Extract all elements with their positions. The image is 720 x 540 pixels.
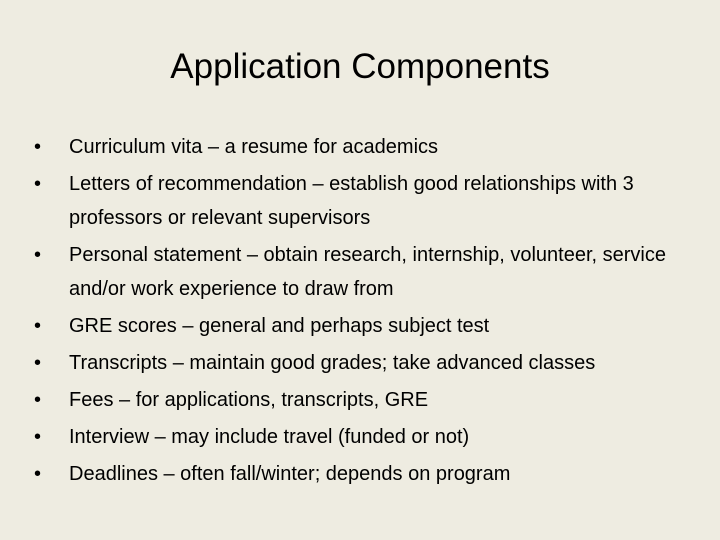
bullet-item-gre-scores (34, 309, 704, 343)
bullet-list (34, 130, 704, 494)
bullet-icon: • (34, 244, 42, 266)
bullet-icon: • (34, 315, 42, 337)
bullet-item-letters (34, 167, 704, 235)
bullet-item-curriculum-vita (34, 130, 704, 164)
bullet-item-fees (34, 383, 704, 417)
bullet-text: Deadlines – often fall/winter; depends on program (69, 463, 511, 485)
bullet-text: GRE scores – general and perhaps subject test (69, 315, 490, 337)
bullet-icon: • (34, 463, 42, 485)
bullet-text: Letters of recommendation – establish good relationships with 3 professors or relevant supervisors (69, 173, 634, 229)
bullet-text: Personal statement – obtain research, internship, volunteer, service and/or work experience to draw from (69, 244, 666, 300)
bullet-item-deadlines (34, 457, 704, 491)
bullet-icon: • (34, 173, 42, 195)
bullet-text: Fees – for applications, transcripts, GRE (69, 389, 429, 411)
bullet-item-interview (34, 420, 704, 454)
bullet-item-transcripts (34, 346, 704, 380)
bullet-text: Curriculum vita – a resume for academics (69, 136, 439, 158)
slide-title: Application Components (170, 47, 550, 86)
bullet-icon: • (34, 389, 42, 411)
bullet-item-personal-statement (34, 238, 704, 306)
bullet-icon: • (34, 136, 42, 158)
bullet-icon: • (34, 352, 42, 374)
bullet-icon: • (34, 426, 42, 448)
bullet-text: Transcripts – maintain good grades; take advanced classes (69, 352, 596, 374)
bullet-text: Interview – may include travel (funded or not) (69, 426, 470, 448)
